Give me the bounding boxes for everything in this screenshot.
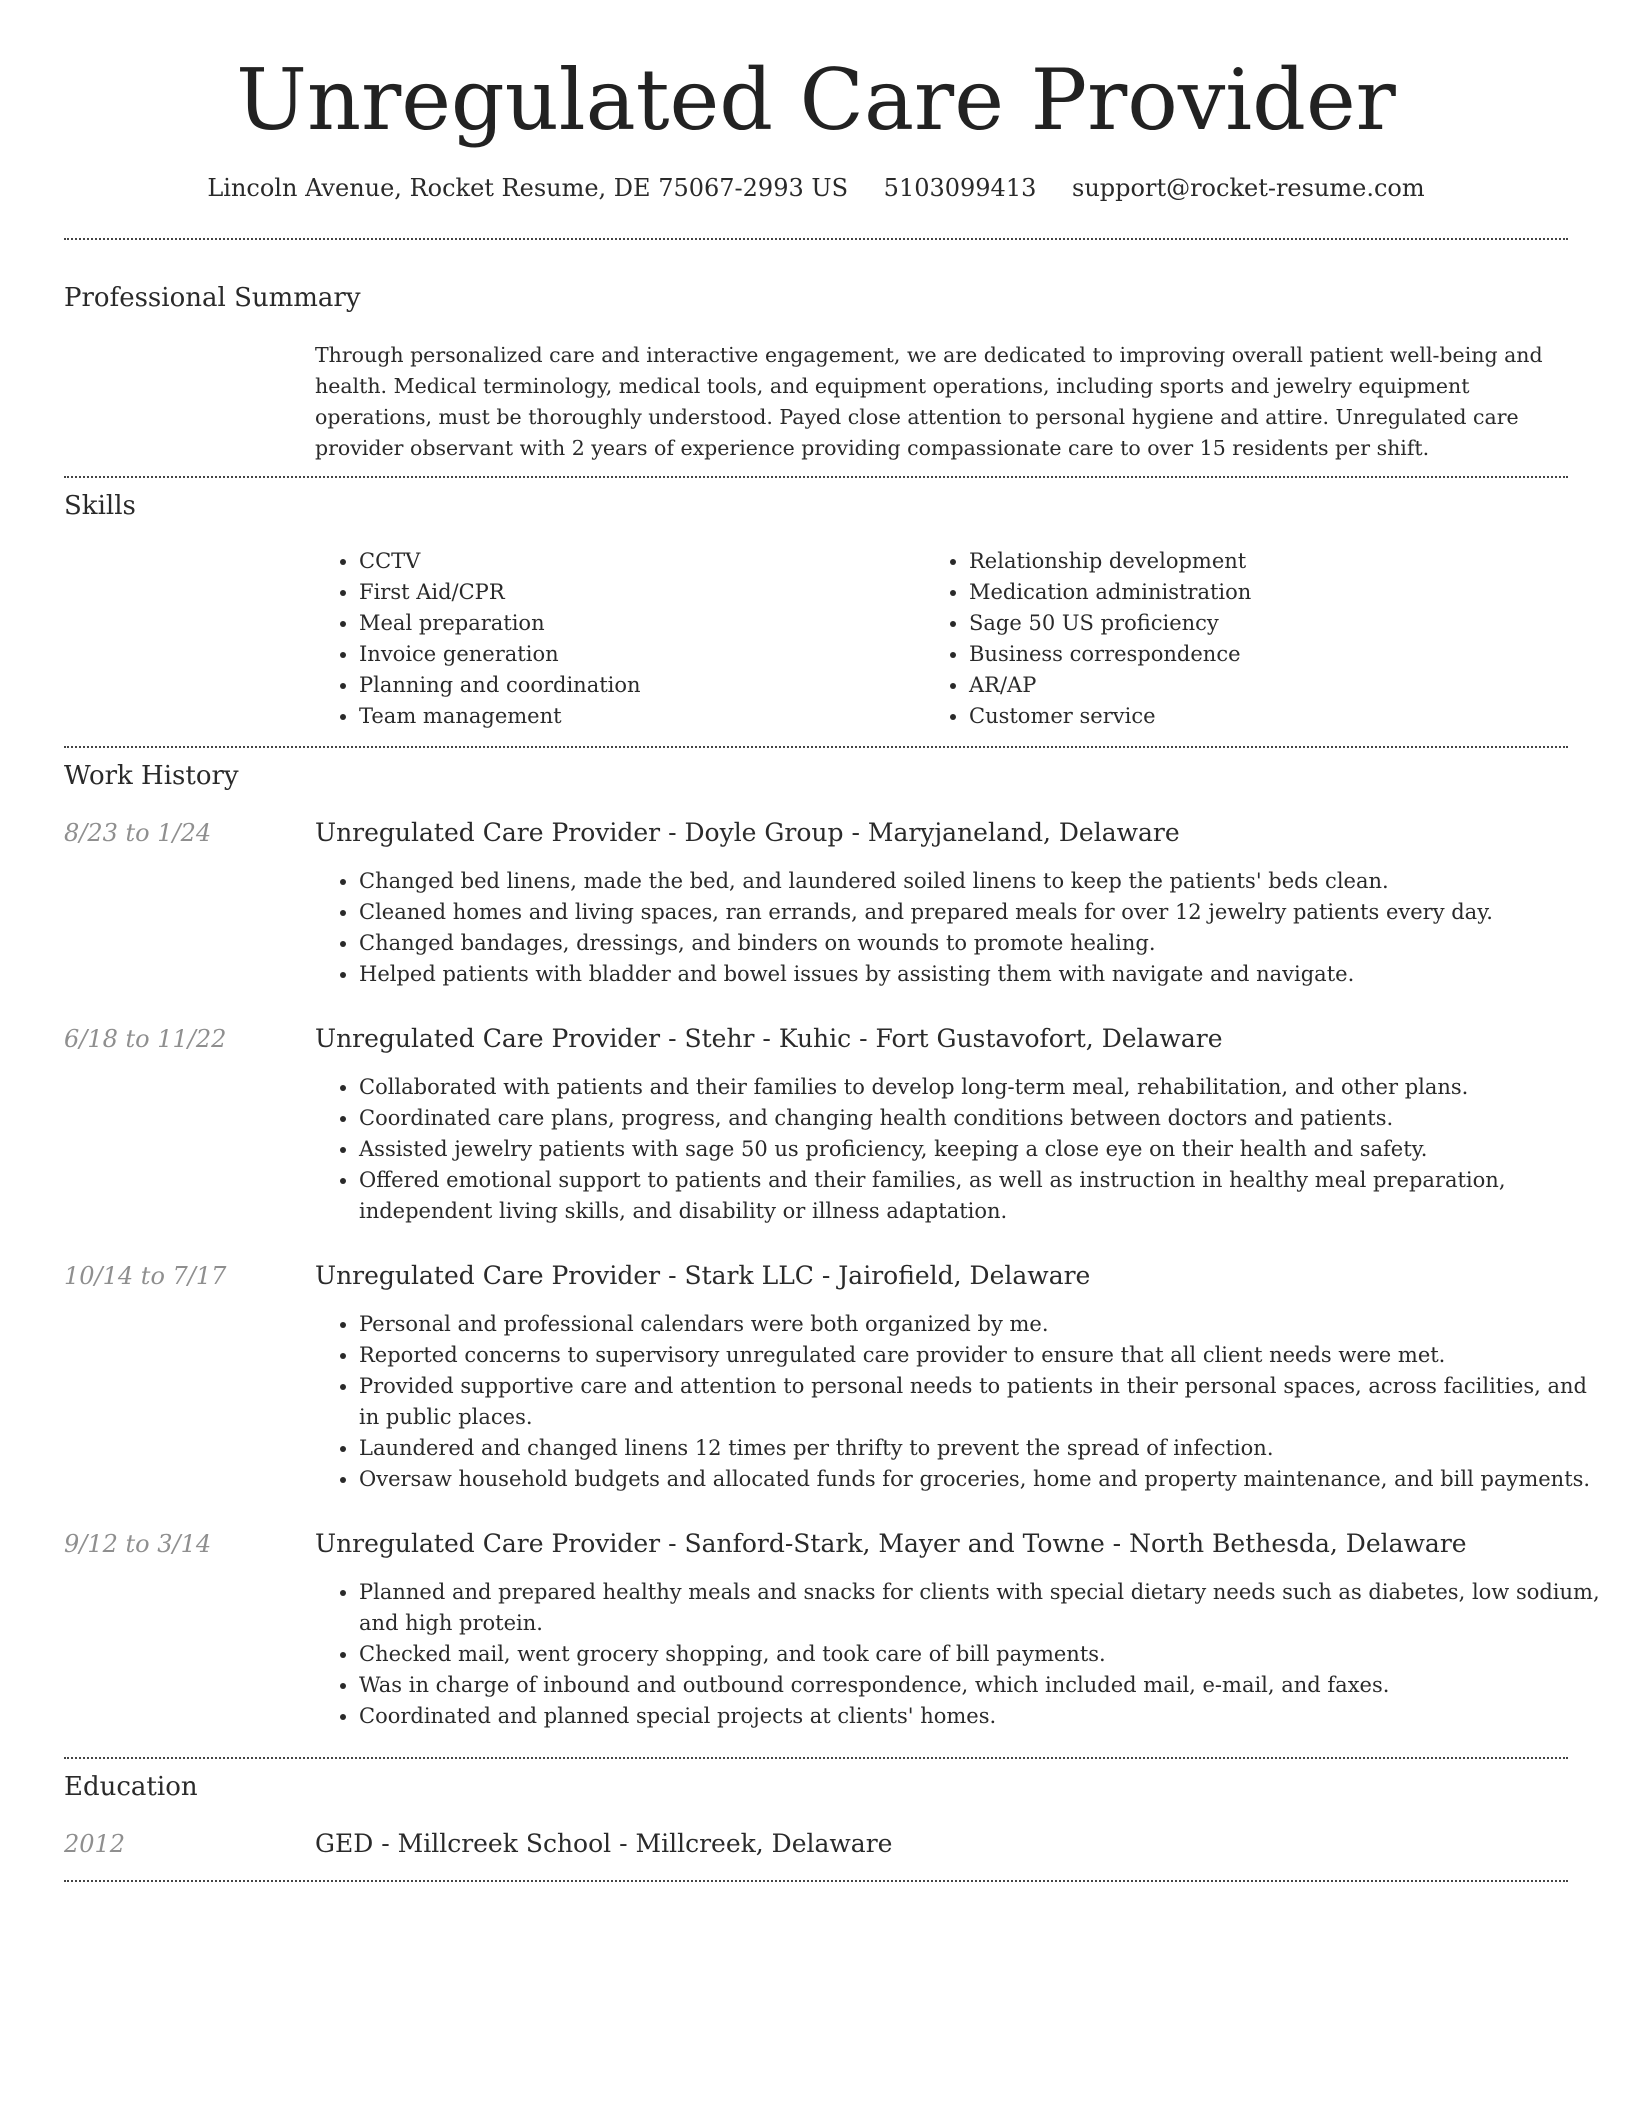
job-bullet: • Helped patients with bladder and bowel issues by assisting them with navigate and navigate. [359,959,1612,990]
skill-item: • CCTV [359,546,919,577]
contact-email: support@rocket-resume.com [1072,174,1425,202]
skill-item: • Invoice generation [359,639,919,670]
job-bullet: • Changed bed linens, made the bed, and laundered soiled linens to keep the patients' beds clean. [359,866,1612,897]
job-bullet: • Changed bandages, dressings, and binders on wounds to promote healing. [359,928,1612,959]
job-dates: 6/18 to 11/22 [64,1025,227,1053]
job-bullets [315,1072,1612,1227]
job-bullet: • Checked mail, went grocery shopping, and took care of bill payments. [359,1639,1612,1670]
skill-item: • Customer service [969,701,1569,732]
contact-address: Lincoln Avenue, Rocket Resume, DE 75067-2993 US [207,174,849,202]
job-dates: 10/14 to 7/17 [64,1262,227,1290]
job-bullet: • Cleaned homes and living spaces, ran errands, and prepared meals for over 12 jewelry patients every day. [359,897,1612,928]
job-bullet: • Personal and professional calendars were both organized by me. [359,1309,1612,1340]
job-heading: Unregulated Care Provider - Stark LLC - Jairofield, Delaware [315,1261,1091,1290]
skill-item: • Sage 50 US proficiency [969,608,1569,639]
section-divider [64,238,1568,240]
job-bullets [315,1577,1612,1732]
section-divider [64,1880,1568,1882]
skill-item: • First Aid/CPR [359,577,919,608]
contact-phone: 5103099413 [883,174,1037,202]
job-heading: Unregulated Care Provider - Sanford-Stark, Mayer and Towne - North Bethesda, Delaware [315,1529,1467,1558]
job-bullet: • Oversaw household budgets and allocated funds for groceries, home and property maintenance, and bill payments. [359,1464,1612,1495]
skill-item: • Meal preparation [359,608,919,639]
skill-item: • Medication administration [969,577,1569,608]
section-divider [64,476,1568,478]
skills-list-left [315,546,919,732]
job-bullet: • Reported concerns to supervisory unregulated care provider to ensure that all client needs were met. [359,1340,1612,1371]
candidate-name: Unregulated Care Provider [236,51,1396,149]
job-bullets [315,1309,1612,1495]
skill-item: • Team management [359,701,919,732]
section-divider [64,1757,1568,1759]
work-history-heading: Work History [64,761,239,791]
job-heading: Unregulated Care Provider - Doyle Group - Maryjaneland, Delaware [315,818,1180,847]
skills-heading: Skills [64,491,136,521]
job-dates: 8/23 to 1/24 [64,819,212,847]
education-year: 2012 [64,1830,126,1858]
skill-item: • AR/AP [969,670,1569,701]
job-bullet: • Provided supportive care and attention to personal needs to patients in their personal spaces, across facilities, and in public places. [359,1371,1612,1433]
summary-text: Through personalized care and interactive engagement, we are dedicated to improving overall patient well-being and health. Medical terminology, medical tools, and equipment operations, including sports and jewelry equipment operations, must be thoroughly understood. Payed close attention to personal hygiene and attire. Unregulated care provider observant with 2 years of experience providing compassionate care to over 15 residents per shift. [315,343,1543,460]
skill-item: • Relationship development [969,546,1569,577]
job-dates: 9/12 to 3/14 [64,1530,212,1558]
skills-list-right [925,546,1569,732]
job-bullet: • Was in charge of inbound and outbound correspondence, which included mail, e-mail, and faxes. [359,1670,1612,1701]
job-bullet: • Laundered and changed linens 12 times per thrifty to prevent the spread of infection. [359,1433,1612,1464]
job-bullet: • Coordinated care plans, progress, and changing health conditions between doctors and patients. [359,1103,1612,1134]
education-entry: GED - Millcreek School - Millcreek, Delaware [315,1829,893,1858]
skill-item: • Business correspondence [969,639,1569,670]
job-bullet: • Planned and prepared healthy meals and snacks for clients with special dietary needs such as diabetes, low sodium, and high protein. [359,1577,1612,1639]
job-bullet: • Collaborated with patients and their families to develop long-term meal, rehabilitation, and other plans. [359,1072,1612,1103]
job-bullets [315,866,1612,990]
contact-line [0,170,1632,206]
job-bullet: • Assisted jewelry patients with sage 50 us proficiency, keeping a close eye on their health and safety. [359,1134,1612,1165]
section-divider [64,746,1568,748]
job-bullet: • Coordinated and planned special projects at clients' homes. [359,1701,1612,1732]
skill-item: • Planning and coordination [359,670,919,701]
summary-heading: Professional Summary [64,283,361,313]
education-heading: Education [64,1772,198,1802]
job-heading: Unregulated Care Provider - Stehr - Kuhic - Fort Gustavofort, Delaware [315,1024,1223,1053]
job-bullet: • Offered emotional support to patients and their families, as well as instruction in healthy meal preparation, independent living skills, and disability or illness adaptation. [359,1165,1612,1227]
